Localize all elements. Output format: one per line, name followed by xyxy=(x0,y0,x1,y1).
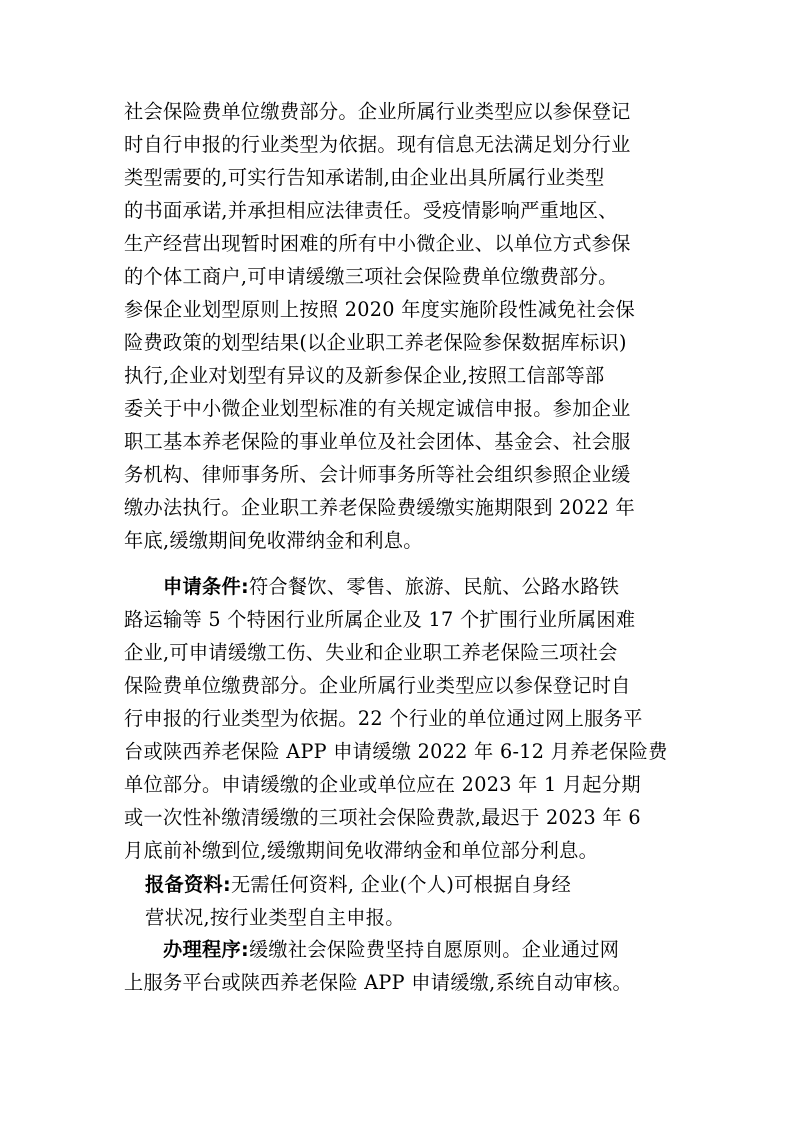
paragraph-line: 上服务平台或陕西养老保险 APP 申请缓缴,系统自动审核。 xyxy=(124,971,632,994)
filing-materials-text: 无需任何资料, 企业(个人)可根据自身经 xyxy=(230,873,572,896)
procedure-text: 缓缴社会保险费坚持自愿原则。企业通过网 xyxy=(248,938,620,961)
paragraph-line: 社会保险费单位缴费部分。企业所属行业类型应以参保登记 xyxy=(124,100,631,123)
paragraph-line: 保险费单位缴费部分。企业所属行业类型应以参保登记时自 xyxy=(124,674,631,697)
paragraph-line: 单位部分。申请缓缴的企业或单位应在 2023 年 1 月起分期 xyxy=(124,773,641,796)
paragraph-line: 缴办法执行。企业职工养老保险费缓缴实施期限到 2022 年 xyxy=(124,496,636,519)
application-conditions-first-line xyxy=(163,574,684,600)
application-conditions-text: 符合餐饮、零售、旅游、民航、公路水路铁 xyxy=(248,575,620,598)
paragraph-line: 参保企业划型原则上按照 2020 年度实施阶段性减免社会保 xyxy=(124,298,636,321)
paragraph-line: 台或陕西养老保险 APP 申请缓缴 2022 年 6-12 月养老保险费 xyxy=(124,740,668,763)
paragraph-line: 年底,缓缴期间免收滞纳金和利息。 xyxy=(124,529,423,552)
paragraph-line: 月底前补缴到位,缓缴期间免收滞纳金和单位部分利息。 xyxy=(124,839,599,862)
paragraph-line: 或一次性补缴清缓缴的三项社会保险费款,最迟于 2023 年 6 xyxy=(124,806,641,829)
filing-materials-first-line xyxy=(145,872,684,898)
paragraph-line: 时自行申报的行业类型为依据。现有信息无法满足划分行业 xyxy=(124,133,631,156)
paragraph-line: 执行,企业对划型有异议的及新参保企业,按照工信部等部 xyxy=(124,364,605,387)
procedure-heading: 办理程序: xyxy=(163,938,249,961)
application-conditions-heading: 申请条件: xyxy=(163,575,249,598)
paragraph-line: 委关于中小微企业划型标准的有关规定诚信申报。参加企业 xyxy=(124,397,631,420)
paragraph-line: 的书面承诺,并承担相应法律责任。受疫情影响严重地区、 xyxy=(124,199,618,222)
paragraph-line: 职工基本养老保险的事业单位及社会团体、基金会、社会服 xyxy=(124,430,631,453)
paragraph-line: 企业,可申请缓缴工伤、失业和企业职工养老保险三项社会 xyxy=(124,641,618,664)
paragraph-line: 类型需要的,可实行告知承诺制,由企业出具所属行业类型 xyxy=(124,166,605,189)
paragraph-line: 务机构、律师事务所、会计师事务所等社会组织参照企业缓 xyxy=(124,463,631,486)
paragraph-line: 营状况,按行业类型自主申报。 xyxy=(145,906,405,929)
paragraph-line: 生产经营出现暂时困难的所有中小微企业、以单位方式参保 xyxy=(124,232,631,255)
paragraph-line: 险费政策的划型结果(以企业职工养老保险参保数据库标识) xyxy=(124,331,627,354)
paragraph-line: 路运输等 5 个特困行业所属企业及 17 个扩围行业所属困难 xyxy=(124,608,636,631)
procedure-first-line xyxy=(163,937,684,963)
paragraph-line: 的个体工商户,可申请缓缴三项社会保险费单位缴费部分。 xyxy=(124,265,618,288)
paragraph-line: 行申报的行业类型为依据。22 个行业的单位通过网上服务平 xyxy=(124,707,643,730)
filing-materials-heading: 报备资料: xyxy=(145,873,231,896)
